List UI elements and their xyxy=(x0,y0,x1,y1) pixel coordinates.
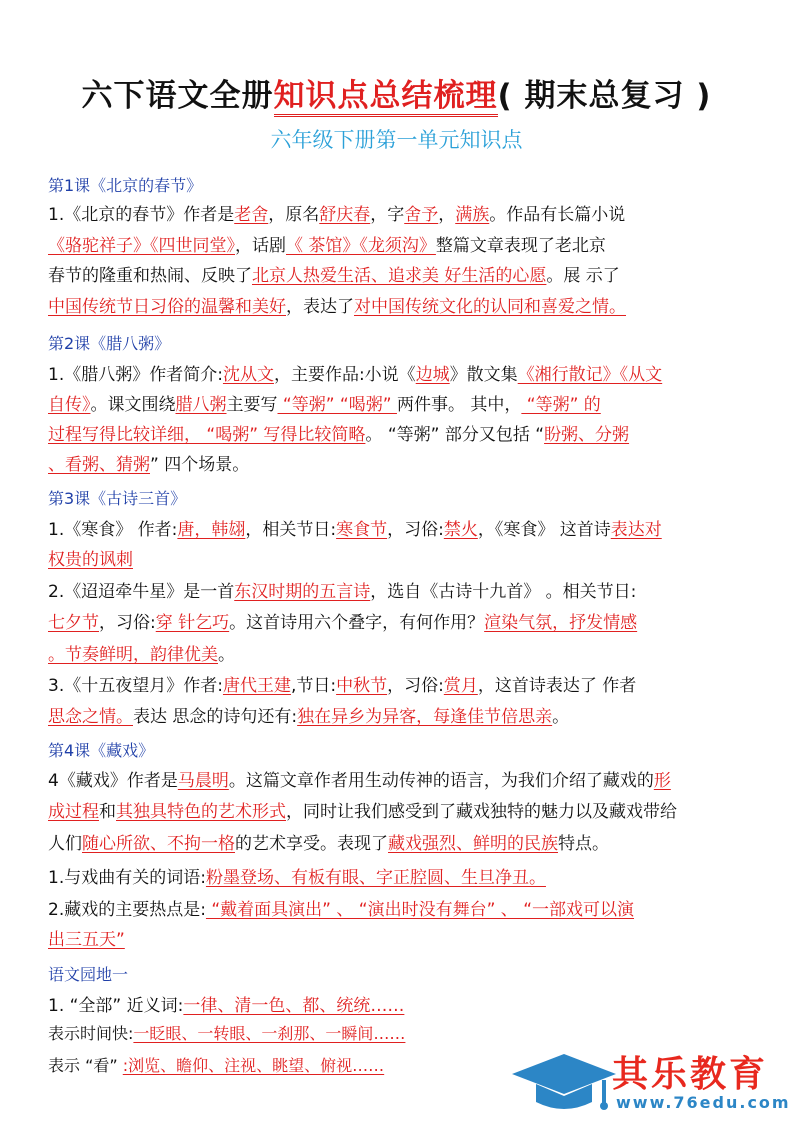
text-line xyxy=(48,900,634,920)
plain-text: 整篇文章表现了老北京 xyxy=(435,236,606,256)
text-line xyxy=(48,802,677,822)
emphasis-text: 满族 xyxy=(455,205,490,225)
emphasis-text: 出三五天” xyxy=(48,930,125,950)
emphasis-text: 沈从文 xyxy=(222,365,274,385)
emphasis-text: 对中国传统文化的认同和喜爱之情。 xyxy=(354,297,626,317)
emphasis-text: 其独具特色的艺术形式 xyxy=(116,802,286,822)
emphasis-text: 北京人热爱生活、追求美 好生活的心愿 xyxy=(252,266,547,286)
emphasis-text: 禁火 xyxy=(443,520,478,540)
emphasis-text: 一眨眼、一转眼、一刹那、一瞬间…… xyxy=(133,1024,406,1043)
plain-text: 。作品有长篇小说 xyxy=(489,205,626,225)
plain-text: 表达 思念的诗句还有: xyxy=(133,707,298,727)
emphasis-text: 形 xyxy=(653,771,671,791)
text-line xyxy=(48,425,629,445)
text-line xyxy=(48,676,636,696)
emphasis-text: 七夕节 xyxy=(48,613,99,633)
plain-text: ，习俗: xyxy=(387,520,444,540)
emphasis-text: 舒庆春 xyxy=(319,205,371,225)
plain-text: ，相关节日: xyxy=(245,520,337,540)
plain-text: 3.《十五夜望月》作者: xyxy=(48,676,223,696)
emphasis-text: 赏月 xyxy=(443,676,478,696)
emphasis-text: 唐，韩翃 xyxy=(177,520,246,540)
emphasis-text: “等粥” 的 xyxy=(521,395,601,415)
emphasis-text: 随心所欲、不拘一格 xyxy=(82,834,235,854)
plain-text: 4《藏戏》作者是 xyxy=(48,771,178,791)
plain-text: 2.藏戏的主要热点是: xyxy=(48,900,206,920)
section-heading-lesson2: 第2课《腊八粥》 xyxy=(48,334,171,353)
emphasis-text: 独在异乡为异客，每逢佳节倍思亲 xyxy=(297,707,553,727)
emphasis-text: 穿 针乞巧 xyxy=(155,613,230,633)
emphasis-text: “等粥” “喝粥” xyxy=(277,395,397,415)
title-prefix: 六下语文全册 xyxy=(81,78,274,114)
plain-text: ” 四个场景。 xyxy=(150,455,250,475)
plain-text: 。课文围绕 xyxy=(90,395,176,415)
emphasis-text: 中秋节 xyxy=(336,676,388,696)
cap-board xyxy=(512,1054,616,1094)
plain-text: 1.《北京的春节》作者是 xyxy=(48,205,235,225)
plain-text: 。 xyxy=(552,707,570,727)
emphasis-text: 《湘行散记》《从文 xyxy=(517,365,663,385)
plain-text: 》散文集 xyxy=(449,365,518,385)
text-line xyxy=(48,1024,405,1044)
emphasis-text: 过程写得比较详细， “喝粥” 写得比较简略 xyxy=(48,425,366,445)
text-line xyxy=(48,868,546,888)
section-heading-lesson1: 第1课《北京的春节》 xyxy=(48,176,203,195)
emphasis-text: 一律、清一色、都、统统…… xyxy=(183,996,405,1016)
plain-text: ，习俗: xyxy=(99,613,156,633)
emphasis-text: :浏览、瞻仰、注视、眺望、俯视…… xyxy=(122,1056,385,1075)
emphasis-text: 粉墨登场、有板有眼、字正腔圆、生旦净丑。 xyxy=(205,868,546,888)
emphasis-text: 老舍 xyxy=(234,205,269,225)
text-line xyxy=(48,613,637,633)
cap-tassel-end xyxy=(600,1102,608,1110)
title-highlight: 知识点总结梳理 xyxy=(274,78,498,117)
plain-text: 。这篇文章作者用生动传神的语言，为我们介绍了藏戏的 xyxy=(228,771,654,791)
emphasis-text: 渲染气氛，抒发情感 xyxy=(484,613,638,633)
emphasis-text: 藏戏强烈、鲜明的民族 xyxy=(388,834,558,854)
plain-text: 和 xyxy=(99,802,116,822)
section-heading-garden: 语文园地一 xyxy=(48,965,129,984)
unit-title: 六年级下册第一单元知识点 xyxy=(270,128,523,152)
plain-text: ，原名 xyxy=(268,205,320,225)
plain-text: ,节日: xyxy=(290,676,337,696)
plain-text: 。 xyxy=(218,645,235,665)
plain-text: 表示 “看” xyxy=(48,1056,123,1075)
emphasis-text: 舍予 xyxy=(404,205,439,225)
text-line xyxy=(48,645,235,665)
plain-text: ，这首诗表达了 作者 xyxy=(477,676,637,696)
plain-text: 两件事。 其中， xyxy=(396,395,522,415)
plain-text: 。 “等粥” 部分又包括 “ xyxy=(365,425,545,445)
emphasis-text: 自传》 xyxy=(48,395,91,415)
section-heading-lesson3: 第3课《古诗三首》 xyxy=(48,489,187,508)
text-line xyxy=(48,455,249,475)
plain-text: 。展 示了 xyxy=(546,266,620,286)
text-line xyxy=(48,236,606,256)
emphasis-text: 边城 xyxy=(415,365,450,385)
emphasis-text: 唐代王建 xyxy=(222,676,291,696)
text-line xyxy=(48,266,620,286)
plain-text: ，表达了 xyxy=(286,297,354,317)
plain-text: ，《寒食》 这首诗 xyxy=(477,520,611,540)
emphasis-text: 思念之情。 xyxy=(48,707,133,727)
document-title xyxy=(0,70,793,115)
plain-text: 春节的隆重和热闹、反映了 xyxy=(48,266,252,286)
emphasis-text: 中国传统节日习俗的温馨和美好 xyxy=(48,297,286,317)
text-line xyxy=(48,550,133,570)
plain-text: 。这首诗用六个叠字，有何作用？ xyxy=(229,613,485,633)
emphasis-text: 成过程 xyxy=(48,802,99,822)
title-suffix: ( 期末总复习 ) xyxy=(497,78,712,114)
text-line xyxy=(48,205,625,225)
emphasis-text: 《骆驼祥子》《四世同堂》 xyxy=(48,236,235,256)
emphasis-text: 权贵的讽刺 xyxy=(48,550,133,570)
emphasis-text: 东汉时期的五言诗 xyxy=(234,582,371,602)
plain-text: 1.与戏曲有关的词语: xyxy=(48,868,206,888)
brand-name: 其乐教育 xyxy=(612,1054,769,1095)
emphasis-text: 马晨明 xyxy=(177,771,229,791)
brand-url: www.76edu.com xyxy=(616,1093,791,1112)
plain-text: ，字 xyxy=(370,205,405,225)
emphasis-text: 盼粥、分粥 xyxy=(544,425,630,445)
emphasis-text: 腊八粥 xyxy=(175,395,227,415)
text-line xyxy=(48,771,671,791)
text-line xyxy=(48,297,626,317)
plain-text: ，话剧 xyxy=(235,236,286,256)
plain-text: 1.《寒食》 作者: xyxy=(48,520,178,540)
emphasis-text: 表达对 xyxy=(610,520,662,540)
text-line xyxy=(48,395,601,415)
plain-text: ， xyxy=(438,205,456,225)
plain-text: ，同时让我们感受到了藏戏独特的魅力以及藏戏带给 xyxy=(286,802,677,822)
plain-text: 人们 xyxy=(48,834,82,854)
emphasis-text: 寒食节 xyxy=(336,520,388,540)
plain-text: 2.《迢迢牵牛星》是一首 xyxy=(48,582,235,602)
text-line xyxy=(48,582,636,602)
text-line xyxy=(48,520,662,540)
text-line xyxy=(48,707,569,727)
text-line xyxy=(48,930,125,950)
text-line xyxy=(48,1056,384,1076)
emphasis-text: 《 茶馆》《龙须沟》 xyxy=(286,236,436,256)
text-line xyxy=(48,365,662,385)
emphasis-text: “戴着面具演出” 、 “演出时没有舞台” 、 “一部戏可以演 xyxy=(205,900,635,920)
emphasis-text: 。节奏鲜明，韵律优美 xyxy=(48,645,218,665)
plain-text: ，选自《古诗十九首》 。相关节日: xyxy=(370,582,637,602)
emphasis-text: 、看粥、猜粥 xyxy=(48,455,150,475)
plain-text: 1.《腊八粥》作者简介: xyxy=(48,365,223,385)
plain-text: 特点。 xyxy=(558,834,609,854)
plain-text: ，习俗: xyxy=(387,676,444,696)
text-line xyxy=(48,996,404,1016)
section-heading-lesson4: 第4课《藏戏》 xyxy=(48,741,155,760)
plain-text: ，主要作品:小说《 xyxy=(273,365,416,385)
plain-text: 表示时间快: xyxy=(48,1024,134,1043)
plain-text: 的艺术享受。表现了 xyxy=(235,834,388,854)
text-line xyxy=(48,834,609,854)
plain-text: 1. “全部” 近义词: xyxy=(48,996,184,1016)
plain-text: 主要写 xyxy=(226,395,278,415)
